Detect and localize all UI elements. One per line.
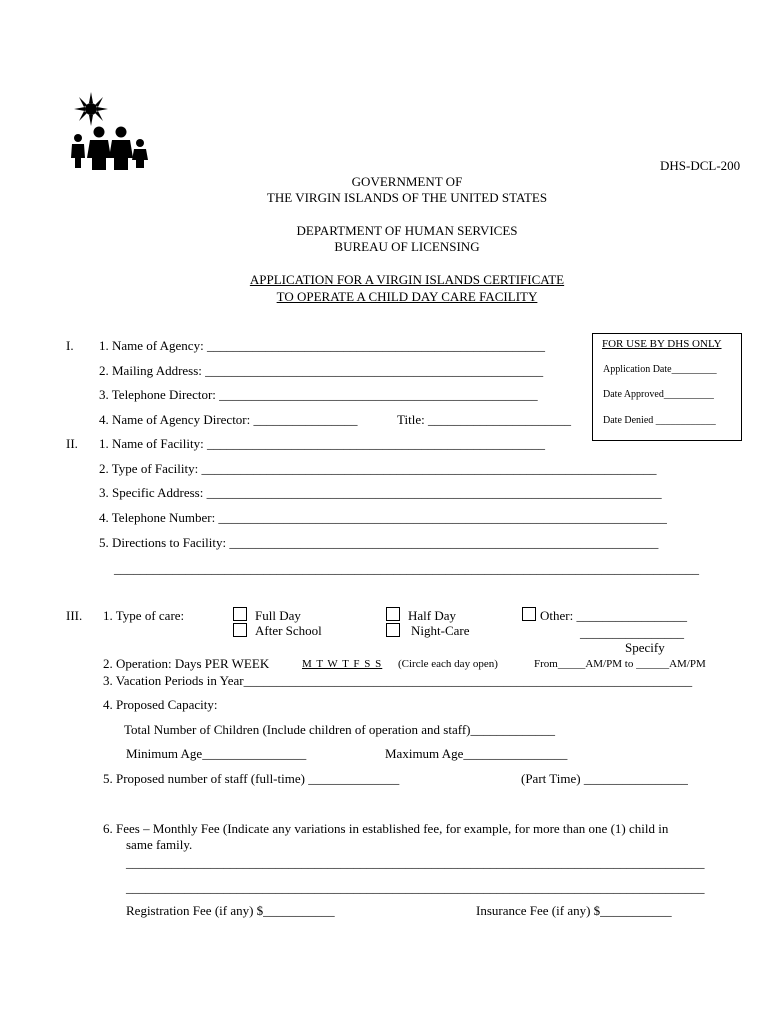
after-school-label: After School (255, 623, 322, 638)
registration-fee-field[interactable]: Registration Fee (if any) $___________ (126, 903, 335, 918)
header-department: DEPARTMENT OF HUMAN SERVICES (296, 223, 518, 238)
maximum-age-field[interactable]: Maximum Age________________ (385, 746, 568, 761)
date-denied-field[interactable]: Date Denied ____________ (603, 415, 716, 426)
section-1-numeral: I. (66, 338, 74, 353)
facility-type-field[interactable]: 2. Type of Facility: ______________________________________________________________________ (99, 461, 657, 476)
vacation-periods-field[interactable]: 3. Vacation Periods in Year_____________________________________________________________________ (103, 673, 693, 688)
directions-field[interactable]: 5. Directions to Facility: __________________________________________________________________ (99, 535, 659, 550)
directions-continued-field[interactable]: __________________________________________________________________________________________ (114, 561, 699, 576)
date-approved-field[interactable]: Date Approved__________ (603, 389, 714, 400)
mailing-address-field[interactable]: 2. Mailing Address: ____________________________________________________ (99, 363, 544, 378)
form-title-line1: APPLICATION FOR A VIRGIN ISLANDS CERTIFICATE (249, 272, 565, 287)
half-day-label: Half Day (408, 608, 457, 623)
fees-label: 6. Fees – Monthly Fee (Indicate any variations in established fee, for example, for more than one (1) child in (103, 821, 669, 836)
night-care-label: Night-Care (411, 623, 470, 638)
fees-blank-line-2[interactable]: _________________________________________________________________________________________ (126, 880, 705, 895)
director-title-field[interactable]: Title: ______________________ (397, 412, 571, 427)
form-code: DHS-DCL-200 (660, 158, 741, 173)
circle-days-note: (Circle each day open) (398, 658, 498, 670)
header-bureau: BUREAU OF LICENSING (334, 239, 480, 254)
facility-name-field[interactable]: 1. Name of Facility: ____________________________________________________ (99, 436, 545, 451)
days-of-week[interactable]: M T W T F S S (302, 658, 383, 670)
specify-label: Specify (625, 640, 665, 655)
full-day-label: Full Day (255, 608, 301, 623)
full-day-checkbox[interactable] (233, 607, 247, 621)
operation-label: 2. Operation: Days PER WEEK (103, 656, 270, 671)
after-school-checkbox[interactable] (233, 623, 247, 637)
fees-label-cont: same family. (126, 837, 193, 852)
agency-director-field[interactable]: 4. Name of Agency Director: ________________ (99, 412, 358, 427)
staff-full-time-field[interactable]: 5. Proposed number of staff (full-time) ______________ (103, 771, 400, 786)
other-field[interactable]: Other: _________________ (540, 608, 687, 623)
half-day-checkbox[interactable] (386, 607, 400, 621)
header-government: GOVERNMENT OF (351, 174, 463, 189)
agency-name-field[interactable]: 1. Name of Agency: ____________________________________________________ (99, 338, 545, 353)
proposed-capacity-label: 4. Proposed Capacity: (103, 697, 218, 712)
application-date-field[interactable]: Application Date_________ (603, 364, 717, 375)
hours-from-to-field[interactable]: From_____AM/PM to ______AM/PM (534, 658, 706, 670)
night-care-checkbox[interactable] (386, 623, 400, 637)
total-children-field[interactable]: Total Number of Children (Include children of operation and staff)_____________ (124, 722, 555, 737)
fees-blank-line-1[interactable]: _________________________________________________________________________________________ (126, 855, 705, 870)
dhs-box-title: FOR USE BY DHS ONLY (602, 338, 722, 350)
other-field-line2[interactable]: ________________ (580, 625, 684, 640)
header-virgin-islands: THE VIRGIN ISLANDS OF THE UNITED STATES (266, 190, 548, 205)
minimum-age-field[interactable]: Minimum Age________________ (126, 746, 307, 761)
section-2-numeral: II. (66, 436, 78, 451)
staff-part-time-field[interactable]: (Part Time) ________________ (521, 771, 688, 786)
section-3-numeral: III. (66, 608, 83, 623)
telephone-director-field[interactable]: 3. Telephone Director: _________________________________________________ (99, 387, 538, 402)
form-title-line2: TO OPERATE A CHILD DAY CARE FACILITY (276, 289, 538, 304)
insurance-fee-field[interactable]: Insurance Fee (if any) $___________ (476, 903, 672, 918)
telephone-number-field[interactable]: 4. Telephone Number: _____________________________________________________________________ (99, 510, 667, 525)
other-checkbox[interactable] (522, 607, 536, 621)
type-of-care-label: 1. Type of care: (103, 608, 185, 623)
specific-address-field[interactable]: 3. Specific Address: ______________________________________________________________________ (99, 485, 662, 500)
family-sun-logo (66, 92, 156, 172)
